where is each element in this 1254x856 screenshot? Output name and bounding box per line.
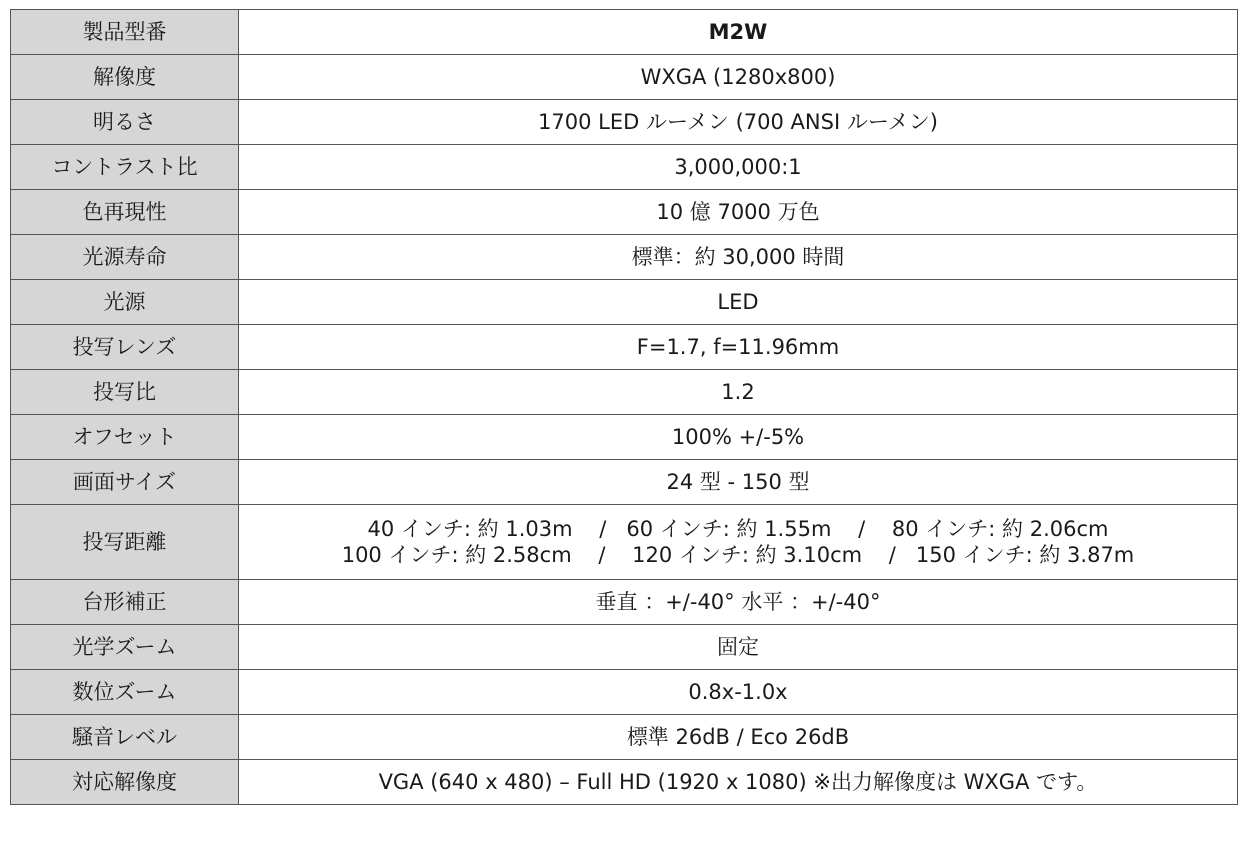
spec-table bbox=[10, 9, 1238, 805]
spec-label: 光源寿命 bbox=[11, 235, 239, 280]
spec-label: 解像度 bbox=[11, 55, 239, 100]
spec-value: 0.8x-1.0x bbox=[239, 670, 1238, 715]
spec-value: 1700 LED ルーメン (700 ANSI ルーメン) bbox=[239, 100, 1238, 145]
spec-value: 1.2 bbox=[239, 370, 1238, 415]
spec-label: 色再現性 bbox=[11, 190, 239, 235]
table-row bbox=[11, 325, 1238, 370]
table-row bbox=[11, 145, 1238, 190]
table-row bbox=[11, 625, 1238, 670]
spec-value bbox=[239, 505, 1238, 580]
spec-label: 投写比 bbox=[11, 370, 239, 415]
spec-value: 標準：約 30,000 時間 bbox=[239, 235, 1238, 280]
throw-distance-line: 40 インチ: 約 1.03m / 60 インチ: 約 1.55m / 80 インチ: 約 2.06cm bbox=[367, 517, 1109, 541]
table-row bbox=[11, 460, 1238, 505]
spec-value: 24 型 - 150 型 bbox=[239, 460, 1238, 505]
table-row bbox=[11, 100, 1238, 145]
spec-label: 台形補正 bbox=[11, 580, 239, 625]
table-row bbox=[11, 580, 1238, 625]
spec-label: 製品型番 bbox=[11, 10, 239, 55]
table-row bbox=[11, 370, 1238, 415]
spec-label: 騒音レベル bbox=[11, 715, 239, 760]
spec-value: WXGA (1280x800) bbox=[239, 55, 1238, 100]
spec-label: コントラスト比 bbox=[11, 145, 239, 190]
table-row bbox=[11, 10, 1238, 55]
spec-value: 3,000,000:1 bbox=[239, 145, 1238, 190]
spec-label: 光学ズーム bbox=[11, 625, 239, 670]
spec-value: 10 億 7000 万色 bbox=[239, 190, 1238, 235]
table-row bbox=[11, 235, 1238, 280]
spec-label: 画面サイズ bbox=[11, 460, 239, 505]
spec-label: 数位ズーム bbox=[11, 670, 239, 715]
spec-label: 明るさ bbox=[11, 100, 239, 145]
throw-distance-line: 100 インチ: 約 2.58cm / 120 インチ: 約 3.10cm / 150 インチ: 約 3.87m bbox=[341, 543, 1135, 567]
table-row bbox=[11, 280, 1238, 325]
spec-value: 垂直 ：+/-40° 水平 ：+/-40° bbox=[239, 580, 1238, 625]
spec-value: F=1.7, f=11.96mm bbox=[239, 325, 1238, 370]
table-row bbox=[11, 760, 1238, 805]
table-row bbox=[11, 55, 1238, 100]
spec-value: LED bbox=[239, 280, 1238, 325]
spec-value: M2W bbox=[239, 10, 1238, 55]
spec-value: VGA (640 x 480) – Full HD (1920 x 1080) ※出力解像度は WXGA です。 bbox=[239, 760, 1238, 805]
table-row bbox=[11, 505, 1238, 580]
table-row bbox=[11, 715, 1238, 760]
spec-label: 投写レンズ bbox=[11, 325, 239, 370]
table-row bbox=[11, 190, 1238, 235]
spec-value: 100% +/-5% bbox=[239, 415, 1238, 460]
spec-value: 標準 26dB / Eco 26dB bbox=[239, 715, 1238, 760]
spec-label: 光源 bbox=[11, 280, 239, 325]
table-row bbox=[11, 415, 1238, 460]
spec-label: オフセット bbox=[11, 415, 239, 460]
spec-label: 対応解像度 bbox=[11, 760, 239, 805]
spec-label: 投写距離 bbox=[11, 505, 239, 580]
spec-value: 固定 bbox=[239, 625, 1238, 670]
table-row bbox=[11, 670, 1238, 715]
